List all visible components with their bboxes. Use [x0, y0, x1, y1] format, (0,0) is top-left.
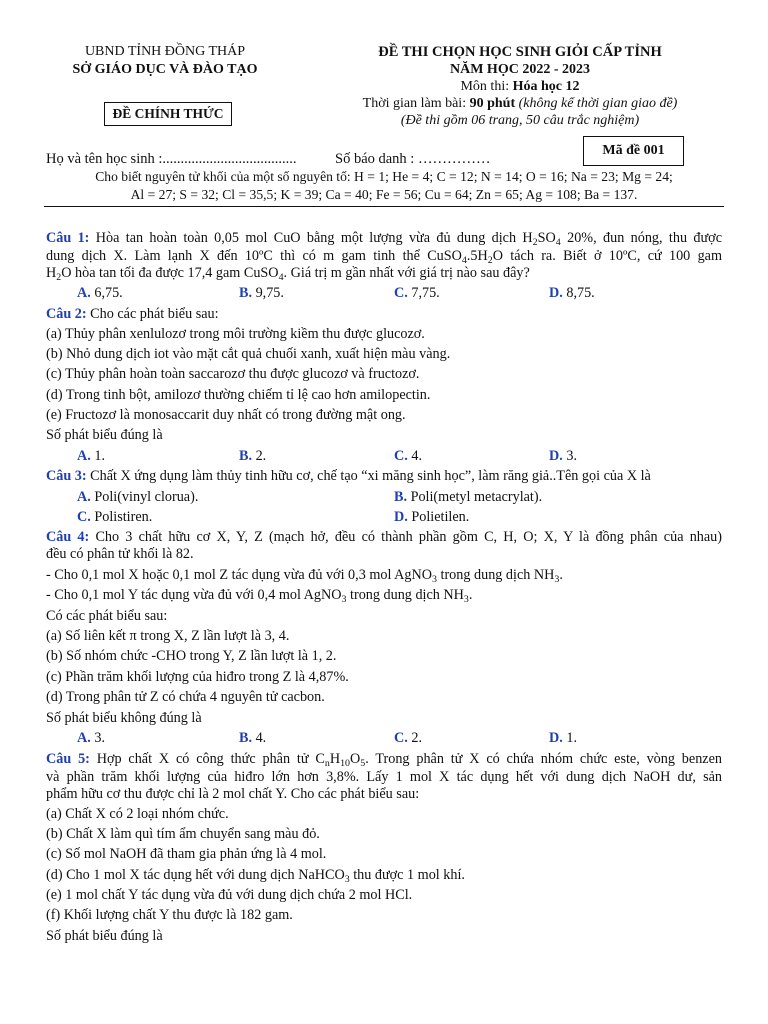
option-key: D.	[549, 448, 563, 464]
q5-sub: 3	[344, 873, 350, 885]
q4-sub: 3	[432, 573, 437, 585]
q1-text-e: .5H	[466, 248, 488, 264]
option-key: C.	[394, 285, 408, 301]
option-key: D.	[549, 730, 563, 746]
q1-text-h: O hòa tan tối đa được 17,4 gam CuSO	[61, 265, 279, 281]
q5-line-3: phẩm hữu cơ thu được chỉ là 2 mol chất Y. Cho các phát biểu sau:	[46, 786, 420, 802]
q5-text-b: H	[329, 751, 341, 767]
q5-line-1	[46, 751, 722, 768]
q1-sub: 2	[56, 271, 62, 283]
q5-statement: (b) Chất X làm quì tím ẩm chuyển sang màu đỏ.	[46, 826, 320, 842]
q5-label: Câu 5:	[46, 751, 90, 767]
q3-text	[46, 468, 651, 485]
q2-statement: (e) Fructozơ là monosaccarit duy nhất có trong đường mật ong.	[46, 407, 406, 423]
q1-text-g: H	[46, 265, 57, 281]
q5-statement	[46, 867, 465, 884]
school-year: NĂM HỌC 2022 - 2023	[450, 62, 590, 77]
q4-label: Câu 4:	[46, 529, 90, 545]
q4-text-d: .	[559, 567, 563, 583]
q1-text-a: Hòa tan hoàn toàn 0,05 mol CuO bằng một lượng vừa đủ dung dịch H	[89, 230, 533, 246]
q3-option-b[interactable]	[394, 489, 542, 506]
q1-text-i: . Giá trị m gần nhất với giá trị nào sau đây?	[283, 265, 530, 281]
q5-text-d: . Trong phân tử X có chứa nhóm chức este, vòng benzen	[365, 751, 722, 767]
option-key: A.	[77, 285, 91, 301]
time-line	[300, 96, 740, 112]
department-name: SỞ GIÁO DỤC VÀ ĐÀO TẠO	[72, 62, 258, 77]
q4-text-g: .	[468, 587, 473, 603]
q4-text-a: Cho 3 chất hữu cơ X, Y, Z (mạch hở, đều có thành phần gồm C, H, O; X, Y là đồng phân của nhau)	[89, 529, 722, 545]
q1-line-1	[46, 230, 722, 247]
q1-option-d[interactable]	[549, 285, 595, 302]
q5-text-e: (d) Cho 1 mol X tác dụng hết với dung dịch NaHCO	[46, 867, 345, 883]
q1-option-c[interactable]	[394, 285, 440, 302]
q4-statement: (a) Số liên kết π trong X, Z lần lượt là 3, 4.	[46, 628, 290, 644]
option-text: Polistiren.	[90, 509, 153, 525]
q2-statement: (b) Nhỏ dung dịch iot vào mặt cắt quả chuối xanh, xuất hiện màu vàng.	[46, 346, 451, 362]
option-text: 1.	[90, 448, 105, 464]
q4-line-2: đều có phân tử khối là 82.	[46, 546, 194, 562]
q2-statement: (c) Thủy phân hoàn toàn saccarozơ thu được glucozơ và fructozơ.	[46, 366, 420, 382]
q5-text-a: Hợp chất X có công thức phân tử C	[89, 751, 325, 767]
option-key: B.	[239, 448, 253, 464]
q2-option-c[interactable]	[394, 448, 422, 465]
q4-text-f: trong dung dịch NH	[346, 587, 464, 603]
q1-sub: 2	[487, 254, 493, 266]
q1-sub: 4	[278, 271, 284, 283]
official-exam-badge: ĐỀ CHÍNH THỨC	[104, 102, 232, 126]
q1-sub: 4	[461, 254, 467, 266]
q4-line-4	[46, 587, 472, 604]
option-text: Poli(metyl metacrylat).	[407, 489, 543, 505]
q4-statement: Có các phát biểu sau:	[46, 608, 168, 624]
option-key: B.	[239, 730, 253, 746]
option-key: A.	[77, 448, 91, 464]
option-text: 3.	[90, 730, 105, 746]
option-key: A.	[77, 730, 91, 746]
q4-line-1	[46, 529, 722, 546]
option-text: 8,75.	[562, 285, 595, 301]
q1-line-3	[46, 265, 530, 282]
q4-line-3	[46, 567, 563, 584]
q3-label: Câu 3:	[46, 468, 87, 484]
q5-sub: 10	[340, 757, 350, 769]
option-text: 2.	[407, 730, 422, 746]
q1-text-b: SO	[537, 230, 556, 246]
option-text: 4.	[252, 730, 267, 746]
subject-line	[300, 79, 740, 95]
option-key: B.	[239, 285, 253, 301]
student-name-field: Họ và tên học sinh :.....................................	[46, 151, 297, 167]
option-key: C.	[394, 448, 408, 464]
time-prefix: Thời gian làm bài:	[362, 96, 470, 111]
q4-text-e: - Cho 0,1 mol Y tác dụng vừa đủ với 0,4 mol AgNO	[46, 587, 342, 603]
atomic-mass-line-1: Cho biết nguyên tử khối của một số nguyên tố: H = 1; He = 4; C = 12; N = 14; O = 16; Na = 23; Mg = 24;	[95, 169, 673, 184]
q5-statement: (a) Chất X có 2 loại nhóm chức.	[46, 806, 229, 822]
exam-code-box: Mã đề 001	[583, 136, 684, 166]
q5-statement: (f) Khối lượng chất Y thu được là 182 gam.	[46, 907, 293, 923]
option-key: C.	[77, 509, 91, 525]
option-key: D.	[394, 509, 408, 525]
q5-question: Số phát biểu đúng là	[46, 928, 163, 944]
q3-option-a[interactable]	[77, 489, 198, 506]
q5-line-2: và phần trăm khối lượng của hiđro lớn hơn 3,8%. Lấy 1 mol X tác dụng hết với dung dịch NaOH dư, sản	[46, 769, 722, 785]
q4-text-c: trong dung dịch NH	[436, 567, 555, 583]
q4-text-b: - Cho 0,1 mol X hoặc 0,1 mol Z tác dụng vừa đủ với 0,3 mol AgNO	[46, 567, 432, 583]
option-text: 1.	[562, 730, 577, 746]
q1-text-c: 20%, đun nóng, thu được	[560, 230, 722, 246]
q2-option-a[interactable]	[77, 448, 105, 465]
subject-prefix: Môn thi:	[460, 79, 513, 94]
q4-statement: (c) Phần trăm khối lượng của hiđro trong Z là 4,87%.	[46, 669, 349, 685]
q2-statement: (d) Trong tinh bột, amilozơ thường chiếm tỉ lệ cao hơn amilopectin.	[46, 387, 431, 403]
option-text: 9,75.	[252, 285, 284, 301]
q1-line-2	[46, 248, 722, 265]
q4-statement: (b) Số nhóm chức -CHO trong Y, Z lần lượt là 1, 2.	[46, 648, 337, 664]
option-text: 6,75.	[90, 285, 123, 301]
q1-sub: 2	[532, 236, 538, 248]
q5-text-c: O	[349, 751, 361, 767]
q2-option-b[interactable]	[239, 448, 266, 465]
q5-sub: 5	[360, 757, 366, 769]
header-divider	[44, 206, 724, 207]
q2-intro-text: Cho các phát biểu sau:	[86, 306, 219, 322]
q1-option-b[interactable]	[239, 285, 284, 302]
q2-label: Câu 2:	[46, 306, 87, 322]
q4-question: Số phát biểu không đúng là	[46, 710, 202, 726]
q4-option-d[interactable]	[549, 730, 577, 747]
q3-option-c[interactable]	[77, 509, 152, 526]
option-key: C.	[394, 730, 408, 746]
q1-text-d: dung dịch X. Làm lạnh X đến 10ºC thì có m gam tinh thể CuSO	[46, 248, 462, 264]
option-key: B.	[394, 489, 408, 505]
q5-statement: (c) Số mol NaOH đã tham gia phản ứng là 4 mol.	[46, 846, 327, 862]
q1-text-f: O tách ra. Biết ở 10ºC, cứ 100 gam	[492, 248, 722, 264]
q2-statement: (a) Thủy phân xenlulozơ trong môi trường kiềm thu được glucozơ.	[46, 326, 425, 342]
q4-statement: (d) Trong phân tử Z có chứa 4 nguyên tử cacbon.	[46, 689, 325, 705]
q5-text-f: thu được 1 mol khí.	[349, 867, 465, 883]
pages-note: (Đề thi gồm 06 trang, 50 câu trắc nghiệm)	[400, 113, 640, 128]
student-id-field: Số báo danh : ……………	[335, 151, 491, 167]
time-note: (không kể thời gian giao đề)	[515, 96, 678, 111]
option-text: 7,75.	[407, 285, 440, 301]
q1-label: Câu 1:	[46, 230, 90, 246]
q4-option-c[interactable]	[394, 730, 422, 747]
q3-body: Chất X ứng dụng làm thủy tinh hữu cơ, chế tạo “xi măng sinh học”, làm răng giả..Tên gọi của X là	[86, 468, 651, 484]
org-name: UBND TỈNH ĐỒNG THÁP	[84, 44, 246, 59]
q4-sub: 3	[341, 593, 347, 605]
option-text: Poli(vinyl clorua).	[90, 489, 199, 505]
option-text: Polietilen.	[407, 509, 470, 525]
atomic-mass-line-2: Al = 27; S = 32; Cl = 35,5; K = 39; Ca = 40; Fe = 56; Cu = 64; Zn = 65; Ag = 108; Ba = 137.	[130, 187, 638, 202]
q4-option-a[interactable]	[77, 730, 105, 747]
q2-intro	[46, 306, 219, 323]
subject-name: Hóa học 12	[512, 79, 580, 94]
q3-option-d[interactable]	[394, 509, 469, 526]
time-value: 90 phút	[469, 96, 516, 111]
q5-statement: (e) 1 mol chất Y tác dụng vừa đủ với dung dịch chứa 2 mol HCl.	[46, 887, 413, 903]
q1-sub: 4	[555, 236, 561, 248]
exam-title: ĐỀ THI CHỌN HỌC SINH GIỎI CẤP TỈNH	[378, 44, 662, 60]
q4-sub: 3	[554, 573, 560, 585]
option-text: 2.	[252, 448, 267, 464]
q2-question: Số phát biểu đúng là	[46, 427, 163, 443]
q2-option-d[interactable]	[549, 448, 577, 465]
option-text: 3.	[562, 448, 577, 464]
q1-option-a[interactable]	[77, 285, 123, 302]
option-key: A.	[77, 489, 91, 505]
q5-sub: n	[324, 757, 330, 769]
option-key: D.	[549, 285, 563, 301]
q4-option-b[interactable]	[239, 730, 266, 747]
option-text: 4.	[407, 448, 422, 464]
q4-sub: 3	[463, 593, 469, 605]
